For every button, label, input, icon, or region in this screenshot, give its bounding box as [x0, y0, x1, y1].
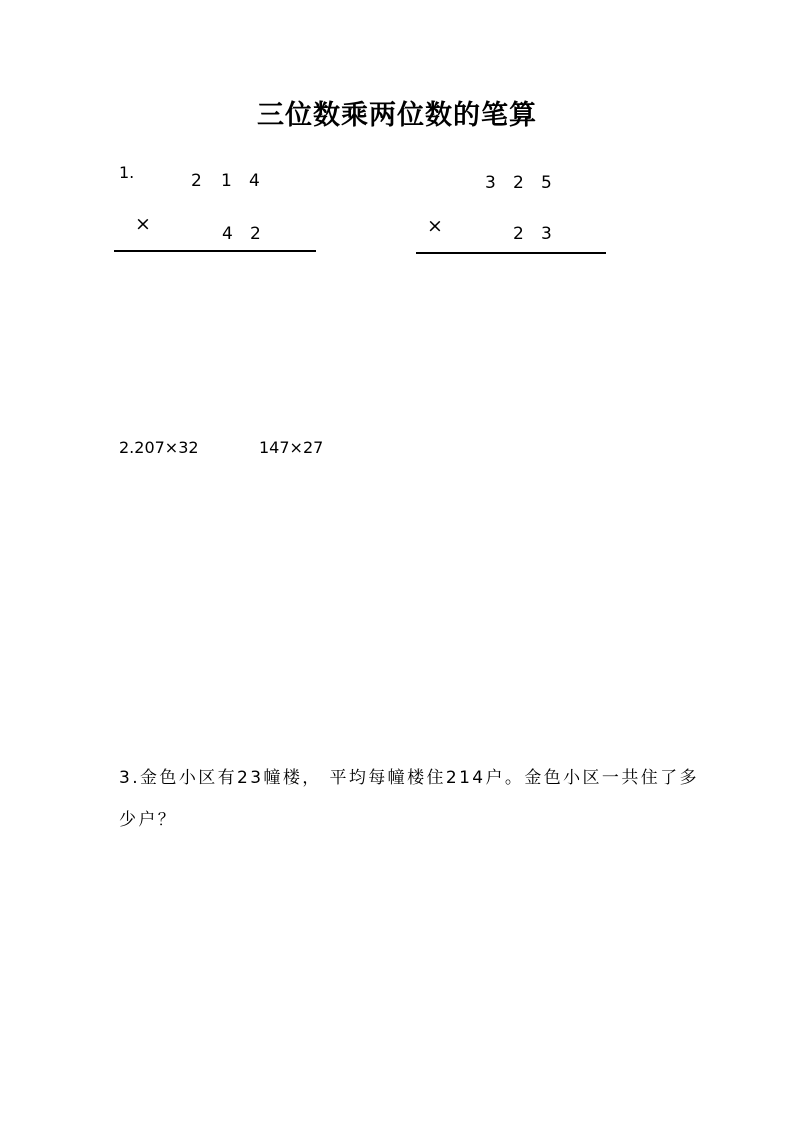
vertical-multiplication-1	[112, 168, 316, 258]
question-2	[119, 437, 199, 459]
multiplier-digit: 2	[250, 224, 261, 244]
expression-2: 147×27	[259, 438, 324, 457]
multiplicand-digit: 3	[485, 173, 496, 193]
answer-rule	[114, 250, 316, 252]
multiplication-sign: ×	[135, 213, 151, 235]
multiplicand-digit: 1	[221, 171, 232, 191]
question-3-line-1	[119, 767, 699, 789]
multiplier-digit: 4	[222, 224, 233, 244]
question-3-number: 3.	[119, 768, 141, 788]
multiplier-digit: 3	[541, 224, 552, 244]
page-title: 三位数乘两位数的笔算	[257, 100, 537, 131]
question-1-number: 1.	[119, 163, 135, 182]
multiplicand-digit: 4	[249, 171, 260, 191]
multiplier-digit: 2	[513, 224, 524, 244]
question-3-line-2: 少户？	[119, 810, 178, 830]
multiplicand-digit: 5	[541, 173, 552, 193]
multiplication-sign: ×	[427, 215, 443, 237]
vertical-multiplication-2	[416, 170, 608, 260]
answer-rule	[416, 252, 606, 254]
multiplicand-digit: 2	[191, 171, 202, 191]
question-2-number: 2.	[119, 438, 135, 457]
multiplicand-digit: 2	[513, 173, 524, 193]
expression-1: 207×32	[134, 438, 199, 457]
word-problem-text: 金色小区有23幢楼， 平均每幢楼住214户。金色小区一共住了多	[140, 768, 699, 788]
